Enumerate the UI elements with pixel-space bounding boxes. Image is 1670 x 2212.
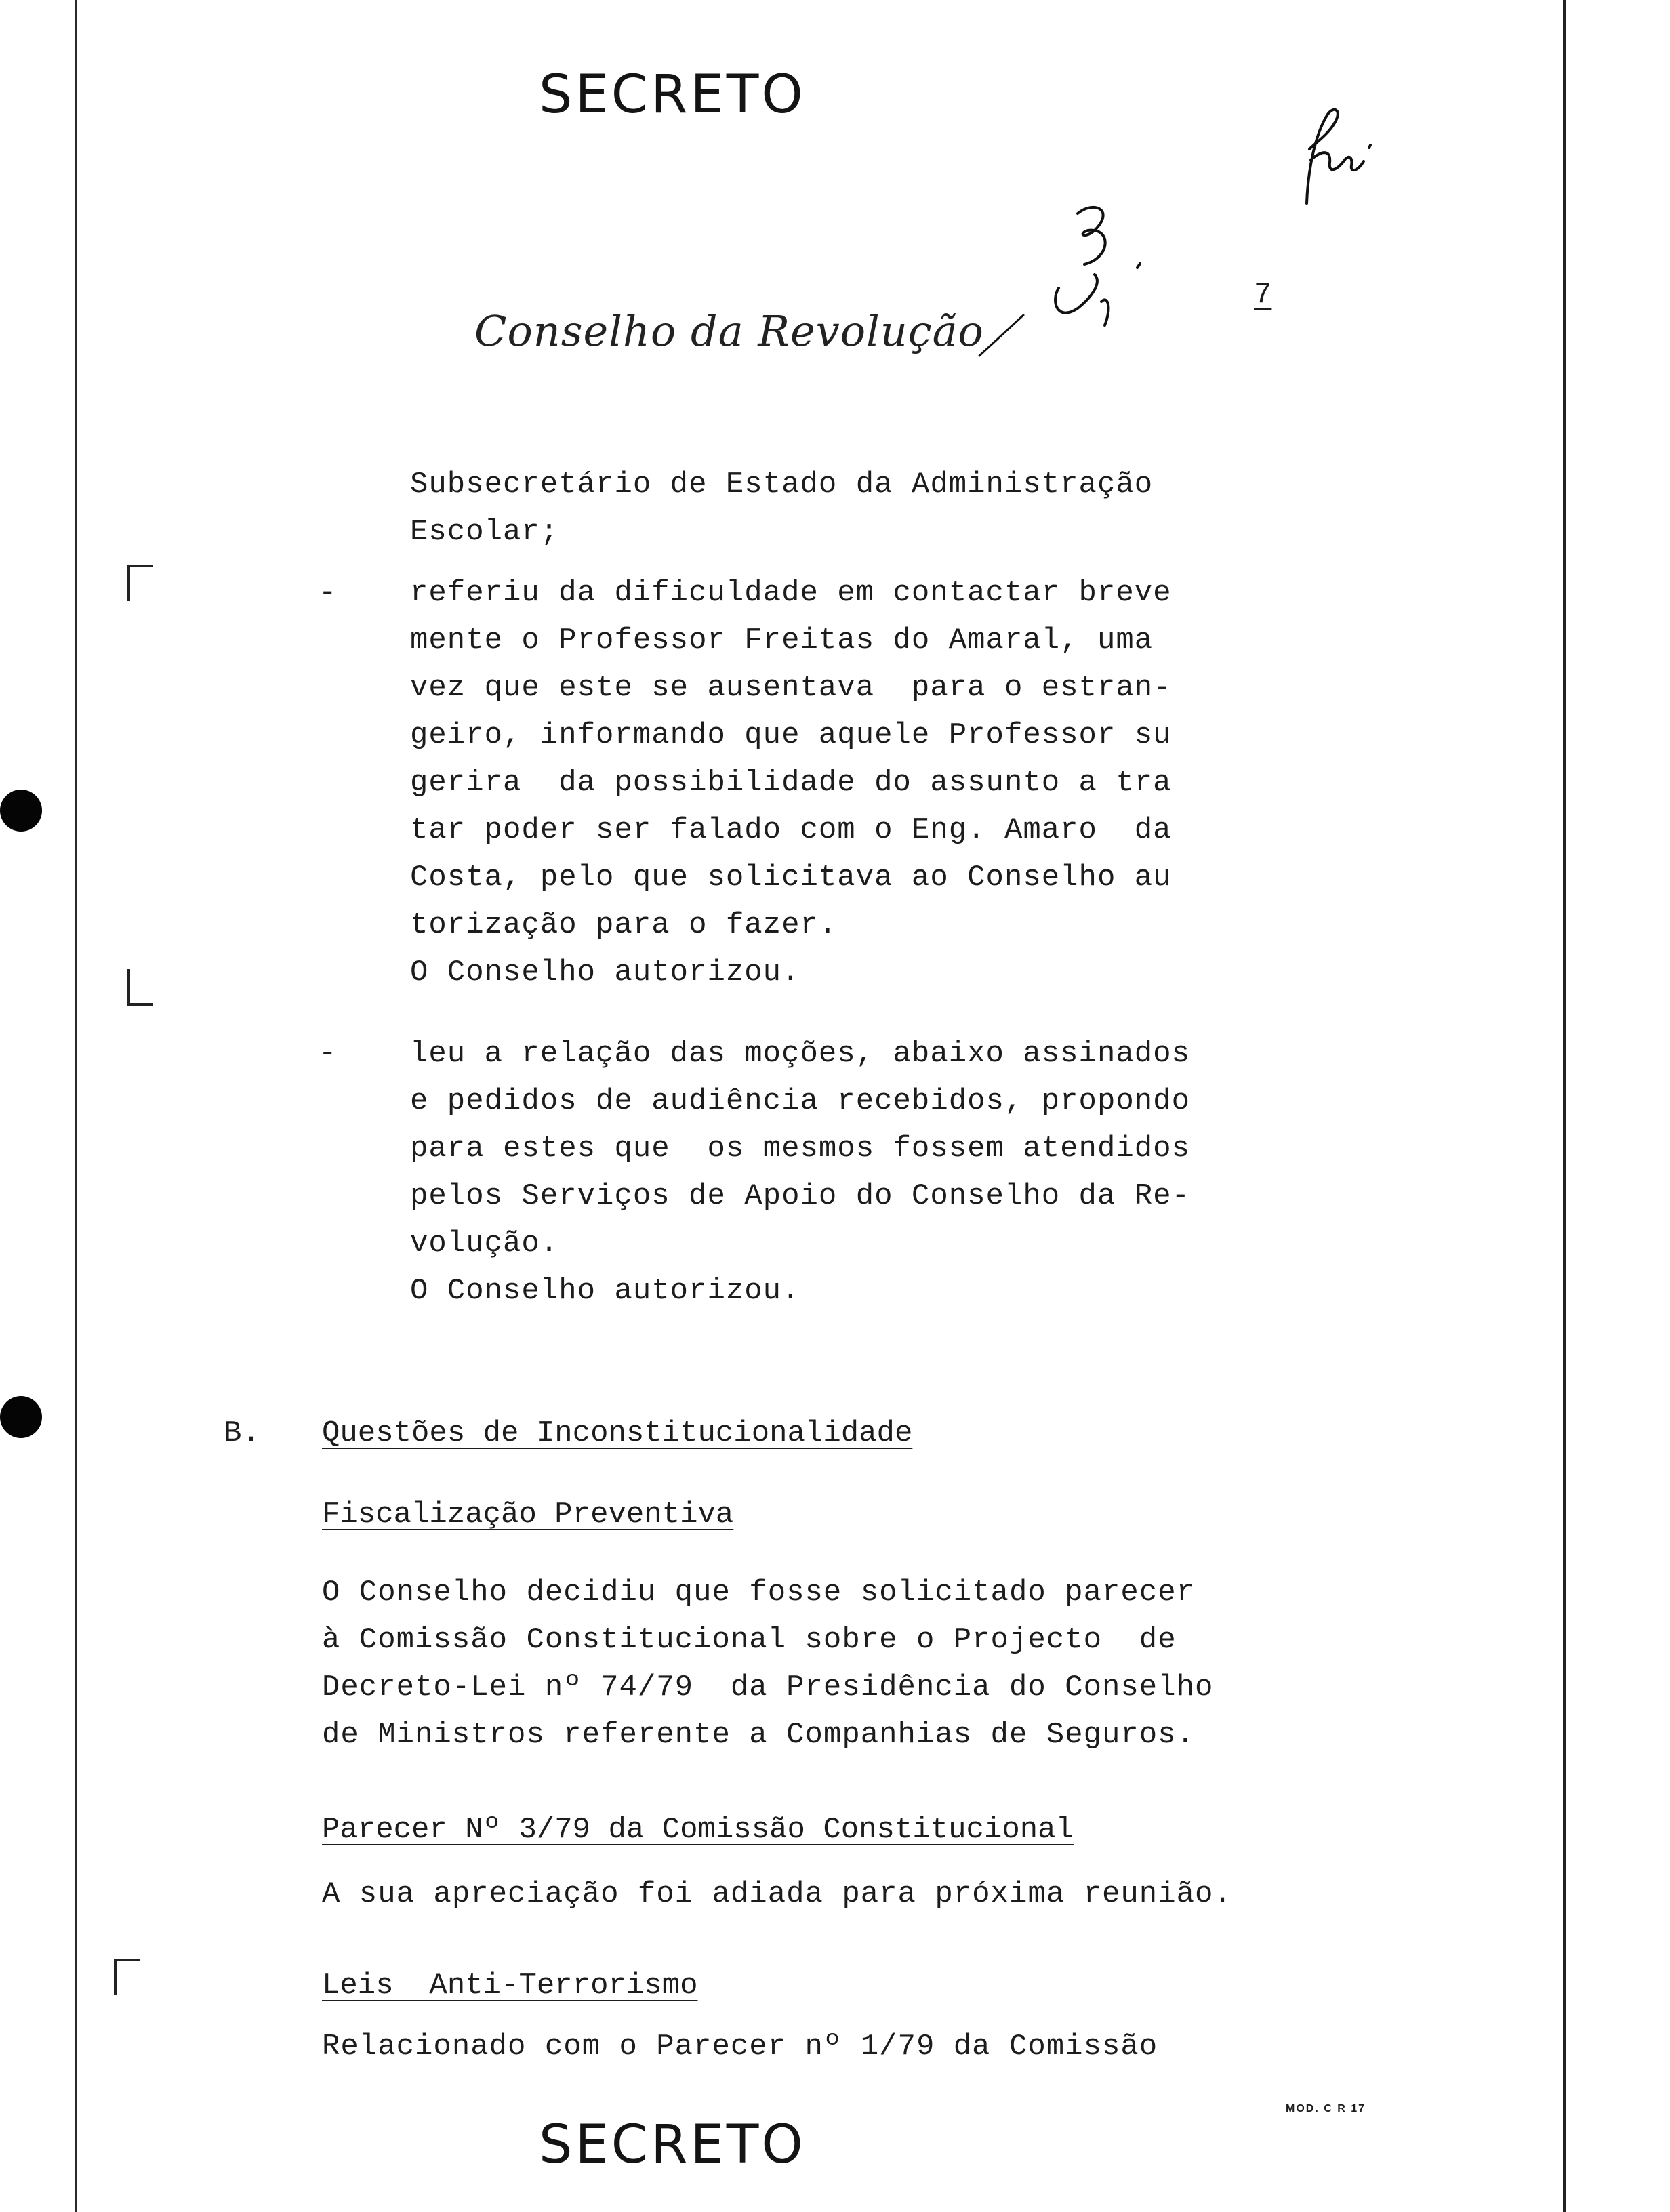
subsection-heading: Leis Anti-Terrorismo xyxy=(322,1969,698,2003)
intro-paragraph xyxy=(410,461,1153,556)
handwritten-signature xyxy=(976,193,1159,363)
section-letter: B. xyxy=(224,1416,261,1450)
punch-hole-lower xyxy=(0,1396,42,1438)
punch-hole-upper xyxy=(0,790,42,832)
text-line: mente o Professor Freitas do Amaral, uma xyxy=(410,623,1154,657)
text-line: pelos Serviços de Apoio do Conselho da Re- xyxy=(410,1179,1190,1213)
page-number: 7 xyxy=(1254,278,1272,312)
text-line: volução. xyxy=(410,1227,559,1261)
text-line: Decreto-Lei nº 74/79 da Presidência do Conselho xyxy=(322,1671,1214,1704)
bullet-dash: - xyxy=(319,1037,337,1071)
subsection-body xyxy=(322,2023,1158,2070)
decision-text: O Conselho autorizou. xyxy=(410,1274,800,1308)
text-line: referiu da dificuldade em contactar breve xyxy=(410,576,1172,610)
text-line: Relacionado com o Parecer nº 1/79 da Comissão xyxy=(322,2030,1158,2064)
handwritten-initials-top-right xyxy=(1288,95,1396,210)
form-code: MOD. C R 17 xyxy=(1286,2103,1366,2114)
subsection-heading: Parecer Nº 3/79 da Comissão Constitucional xyxy=(322,1813,1074,1847)
subsection-heading: Fiscalização Preventiva xyxy=(322,1498,734,1532)
text-line: leu a relação das moções, abaixo assinados xyxy=(410,1037,1190,1071)
registration-mark-bottom xyxy=(114,1959,140,1995)
right-edge-rule xyxy=(1563,0,1566,2212)
text-line: à Comissão Constitucional sobre o Projecto de xyxy=(322,1623,1177,1657)
subsection-body xyxy=(322,1870,1232,1918)
text-line: O Conselho decidiu que fosse solicitado parecer xyxy=(322,1576,1196,1610)
text-line: e pedidos de audiência recebidos, propondo xyxy=(410,1084,1190,1118)
classification-stamp-top: SECRETO xyxy=(539,64,806,125)
text-line: Subsecretário de Estado da Administração xyxy=(410,468,1154,501)
registration-mark-middle xyxy=(127,969,153,1006)
text-line: tar poder ser falado com o Eng. Amaro da xyxy=(410,813,1172,847)
text-line: para estes que os mesmos fossem atendidos xyxy=(410,1132,1190,1166)
subsection-body xyxy=(322,1569,1213,1759)
text-line: geiro, informando que aquele Professor su xyxy=(410,718,1172,752)
text-line: vez que este se ausentava para o estran- xyxy=(410,671,1172,705)
list-item xyxy=(410,569,1172,996)
registration-mark-top xyxy=(127,565,153,601)
left-margin-rule xyxy=(75,0,77,2212)
decision-text: O Conselho autorizou. xyxy=(410,956,800,989)
text-line: Escolar; xyxy=(410,515,559,549)
text-line: gerira da possibilidade do assunto a tra xyxy=(410,766,1172,800)
list-item xyxy=(410,1030,1190,1315)
classification-stamp-bottom: SECRETO xyxy=(539,2114,806,2175)
text-line: de Ministros referente a Companhias de Seguros. xyxy=(322,1718,1196,1752)
bullet-dash: - xyxy=(319,576,337,610)
text-line: A sua apreciação foi adiada para próxima reunião. xyxy=(322,1877,1232,1911)
section-title: Questões de Inconstitucionalidade xyxy=(322,1416,913,1450)
letterhead-title: Conselho da Revolução xyxy=(474,306,984,356)
text-line: torização para o fazer. xyxy=(410,908,838,942)
text-line: Costa, pelo que solicitava ao Conselho au xyxy=(410,861,1172,895)
